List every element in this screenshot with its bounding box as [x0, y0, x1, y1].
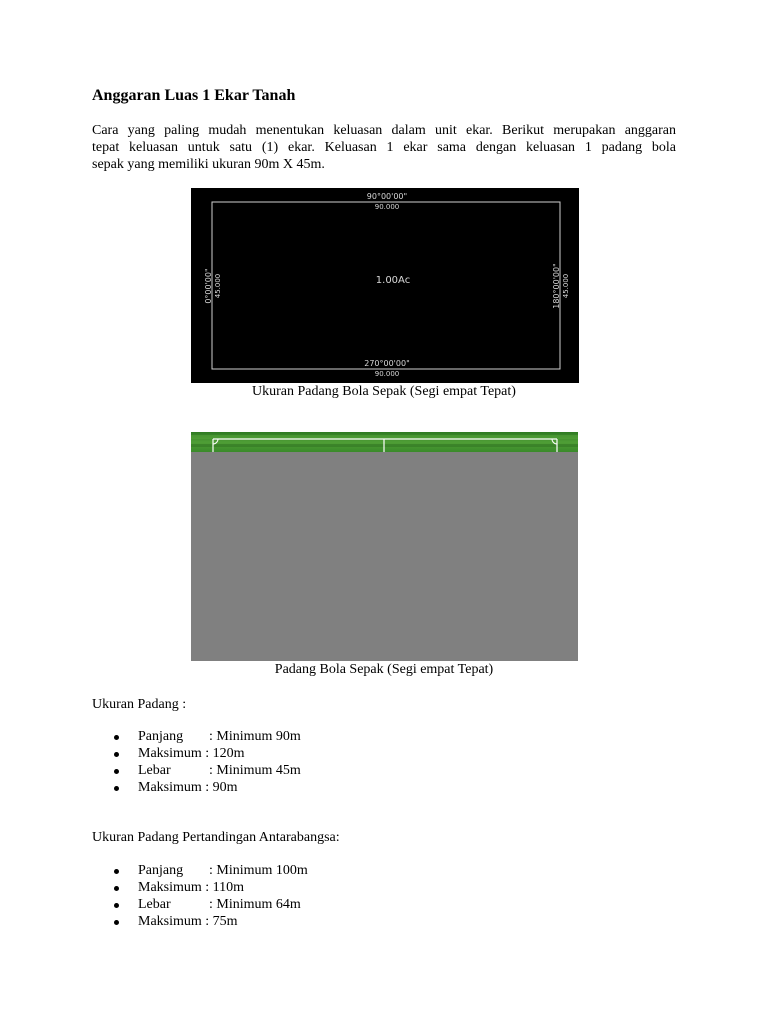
document-title: Anggaran Luas 1 Ekar Tanah: [92, 87, 296, 104]
field-size-list: [92, 728, 492, 796]
bottom-bearing-label: 270°00'00": [364, 359, 410, 368]
intro-line: tepat keluasan untuk satu (1) ekar. Keluasan 1 ekar sama dengan keluasan 1 padang bola: [92, 140, 676, 155]
right-distance-label: 45.000: [562, 273, 570, 299]
left-bearing-label: 0°00'00": [204, 268, 213, 304]
item-text: Maksimum : 120m: [138, 746, 245, 761]
item-value: : Minimum 90m: [209, 729, 301, 744]
plot-caption: Ukuran Padang Bola Sepak (Segi empat Tepat): [252, 384, 516, 399]
bullet-icon: [114, 869, 119, 874]
bullet-icon: [114, 920, 119, 925]
list-item: [92, 728, 492, 745]
football-field-photo: [191, 432, 578, 661]
list-item: [92, 779, 492, 796]
bullet-icon: [114, 735, 119, 740]
list-item: [92, 862, 492, 879]
item-value: : Minimum 45m: [209, 763, 301, 778]
photo-placeholder-area: [191, 452, 578, 661]
item-text: Maksimum : 75m: [138, 914, 238, 929]
item-name: Panjang: [138, 729, 184, 744]
item-name: Lebar: [138, 763, 171, 778]
item-name: Panjang: [138, 863, 184, 878]
list-item: [92, 762, 492, 779]
bullet-icon: [114, 903, 119, 908]
left-distance-label: 45.000: [214, 273, 222, 299]
survey-plot-figure: [191, 188, 579, 383]
item-text: Maksimum : 90m: [138, 780, 238, 795]
list-item: [92, 896, 492, 913]
item-value: : Minimum 64m: [209, 897, 301, 912]
item-name: Lebar: [138, 897, 171, 912]
intro-line: Cara yang paling mudah menentukan keluasan dalam unit ekar. Berikut merupakan anggaran: [92, 123, 676, 138]
item-value: : Minimum 100m: [209, 863, 308, 878]
list-item: [92, 913, 492, 930]
list-item: [92, 879, 492, 896]
intro-line: sepak yang memiliki ukuran 90m X 45m.: [92, 157, 325, 172]
survey-plot-drawing: [191, 188, 579, 383]
photo-caption: Padang Bola Sepak (Segi empat Tepat): [274, 662, 494, 677]
bullet-icon: [114, 886, 119, 891]
intro-paragraph: [92, 122, 676, 173]
section-heading-international-field-size: Ukuran Padang Pertandingan Antarabangsa:: [92, 830, 340, 845]
list-item: [92, 745, 492, 762]
bullet-icon: [114, 786, 119, 791]
bottom-distance-label: 90.000: [374, 370, 400, 378]
top-bearing-label: 90°00'00": [366, 192, 408, 201]
section-heading-field-size: Ukuran Padang :: [92, 697, 187, 712]
field-grass-texture: [191, 435, 578, 439]
area-label: 1.00Ac: [375, 275, 411, 286]
international-field-size-list: [92, 862, 492, 930]
bullet-icon: [114, 752, 119, 757]
bullet-icon: [114, 769, 119, 774]
right-bearing-label: 180°00'00": [552, 263, 561, 309]
top-distance-label: 90.000: [374, 203, 400, 211]
field-photo-drawing: [191, 432, 578, 661]
item-text: Maksimum : 110m: [138, 880, 245, 895]
